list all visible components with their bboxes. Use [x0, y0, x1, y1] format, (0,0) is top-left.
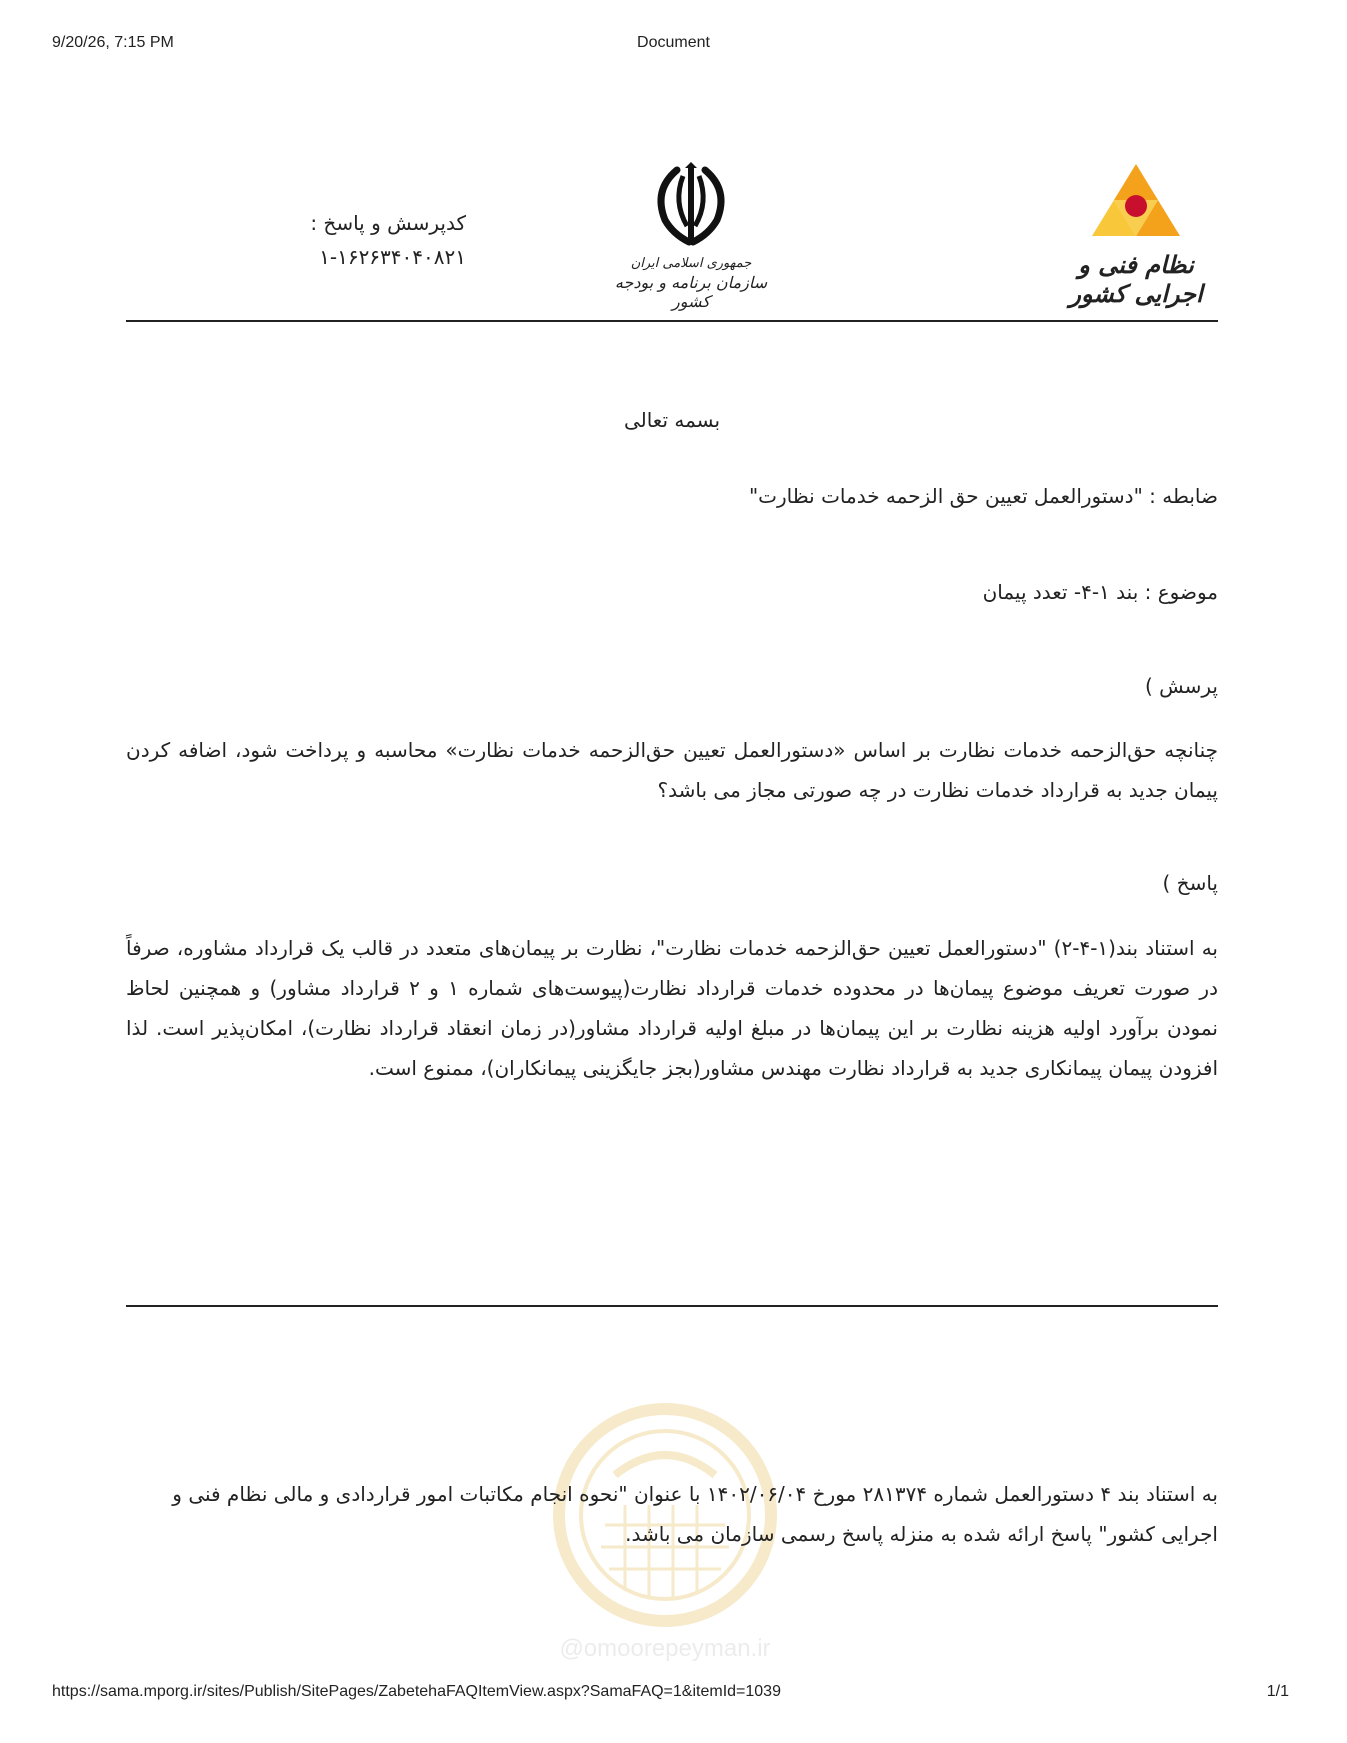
footer-divider	[126, 1305, 1218, 1307]
reference-code-label: کدپرسش و پاسخ :	[310, 211, 466, 235]
footer-note: به استناد بند ۴ دستورالعمل شماره ۲۸۱۳۷۴ مورخ ۱۴۰۲/۰۶/۰۴ با عنوان "نحوه انجام مکاتبات امور قراردادی و مالی نظام فنی و اجرایی کشور" پاسخ ارائه شده به منزله پاسخ رسمی سازمان می باشد.	[172, 1482, 1218, 1546]
answer-text: به استناد بند(۱-۴-۲) "دستورالعمل تعیین حق‌الزحمه خدمات نظارت"، نظارت بر پیمان‌های متعدد در قالب یک قرارداد مشاوره، صرفاً در صورت تعریف موضوع پیمان‌ها در محدوده خدمات قرارداد نظارت(پیوست‌های شماره ۱ و ۲ قرارداد مشاور) و همچنین لحاظ نمودن برآورد اولیه هزینه نظارت بر این پیمان‌ها در مبلغ اولیه قرارداد مشاور(در زمان انعقاد قرارداد نظارت)، امکان‌پذیر است. لذا افزودن پیمان پیمانکاری جدید به قرارداد نظارت مهندس مشاور(بجز جایگزینی پیمانکاران)، ممنوع است.	[126, 936, 1218, 1080]
question-text: چنانچه حق‌الزحمه خدمات نظارت بر اساس «دستورالعمل تعیین حق‌الزحمه خدمات نظارت» محاسبه و پرداخت شود، اضافه کردن پیمان جدید به قرارداد خدمات نظارت در چه صورتی مجاز می باشد؟	[126, 738, 1218, 802]
technical-system-logo-icon	[1088, 160, 1184, 240]
salutation: بسمه تعالی	[623, 408, 721, 432]
emblem-caption-organization: سازمان برنامه و بودجه کشور	[614, 273, 768, 311]
print-url[interactable]: https://sama.mporg.ir/sites/Publish/SitePages/ZabetehaFAQItemView.aspx?SamaFAQ=1&itemId=1039	[52, 1683, 781, 1700]
reference-code-block	[266, 206, 466, 274]
print-document-title: Document	[637, 34, 710, 51]
criterion-line: ضابطه : "دستورالعمل تعیین حق الزحمه خدمات نظارت"	[748, 484, 1218, 508]
reference-code-value: ۱-۱۶۲۶۳۴۰۴۰۸۲۱	[319, 245, 466, 269]
question-label: پرسش )	[1144, 674, 1218, 698]
letterhead	[126, 140, 1218, 330]
national-emblem-icon	[643, 162, 739, 248]
subject-line: موضوع : بند ۱-۴- تعدد پیمان	[982, 580, 1218, 604]
emblem-caption-country: جمهوری اسلامی ایران	[630, 256, 752, 271]
technical-system-logo-block	[1056, 160, 1216, 308]
answer-label: پاسخ )	[1162, 871, 1218, 895]
technical-system-logo-caption: نظام فنی و اجرایی کشور	[1069, 250, 1203, 308]
print-page-number: 1/1	[1266, 1683, 1289, 1700]
header-divider	[126, 320, 1218, 322]
watermark-site: @omoorepeyman.ir	[559, 1635, 771, 1662]
national-emblem-block	[606, 162, 776, 311]
print-datetime: 9/20/26, 7:15 PM	[52, 34, 174, 51]
